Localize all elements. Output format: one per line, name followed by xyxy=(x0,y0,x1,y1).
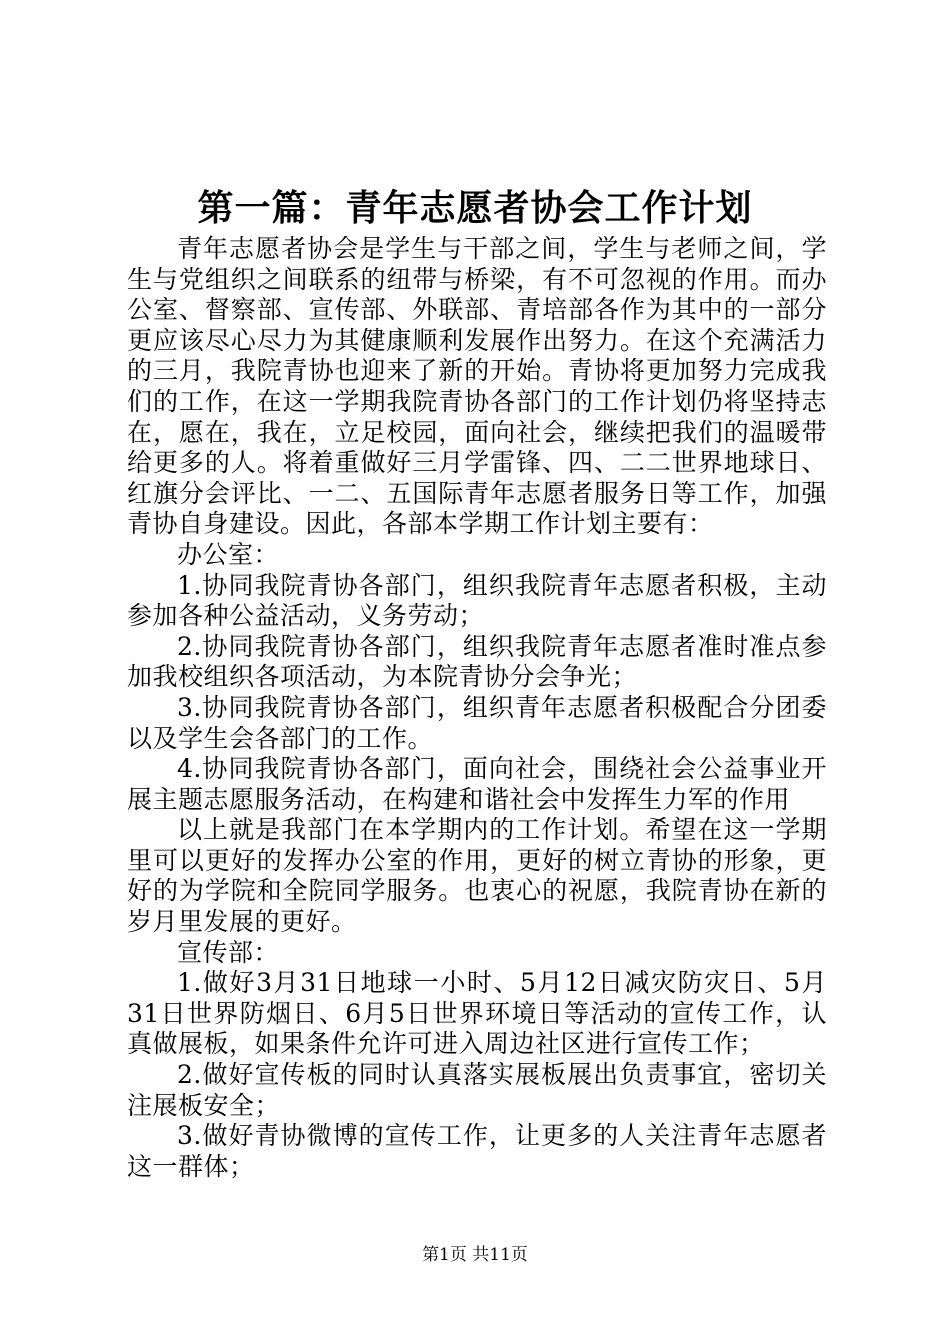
document-title: 第一篇：青年志愿者协会工作计划 xyxy=(197,187,753,229)
office-item-3: 3.协同我院青协各部门，组织青年志愿者积极配合分团委以及学生会各部门的工作。 xyxy=(127,692,827,753)
publicity-item-2: 2.做好宣传板的同时认真落实展板展出负责事宜，密切关注展板安全； xyxy=(127,1060,827,1120)
office-item-4: 4.协同我院青协各部门，面向社会，围绕社会公益事业开展主题志愿服务活动，在构建和谐社会中发挥生力军的作用 xyxy=(127,754,827,814)
document-body xyxy=(127,234,827,1182)
page-footer: 第1页 共11页 xyxy=(422,1245,528,1265)
section-heading-publicity: 宣传部： xyxy=(177,937,280,967)
publicity-item-1: 1.做好3月31日地球一小时、5月12日减灾防灾日、5月31日世界防烟日、6月5日世界环境日等活动的宣传工作，认真做展板，如果条件允许可进入周边社区进行宣传工作； xyxy=(127,968,827,1059)
intro-paragraph: 青年志愿者协会是学生与干部之间，学生与老师之间，学生与党组织之间联系的纽带与桥梁，有不可忽视的作用。而办公室、督察部、宣传部、外联部、青培部各作为其中的一部分更应该尽心尽力为其健康顺利发展作出努力。在这个充满活力的三月，我院青协也迎来了新的开始。青协将更加努力完成我们的工作，在这一学期我院青协各部门的工作计划仍将坚持志在，愿在，我在，立足校园，面向社会，继续把我们的温暖带给更多的人。将着重做好三月学雷锋、四、二二世界地球日、红旗分会评比、一二、五国际青年志愿者服务日等工作，加强青协自身建设。因此，各部本学期工作计划主要有： xyxy=(127,234,827,539)
office-summary-paragraph: 以上就是我部门在本学期内的工作计划。希望在这一学期里可以更好的发挥办公室的作用，更好的树立青协的形象，更好的为学院和全院同学服务。也衷心的祝愿，我院青协在新的岁月里发展的更好。 xyxy=(127,815,827,937)
office-item-2: 2.协同我院青协各部门，组织我院青年志愿者准时准点参加我校组织各项活动，为本院青协分会争光； xyxy=(127,631,827,692)
office-item-1: 1.协同我院青协各部门，组织我院青年志愿者积极，主动参加各种公益活动，义务劳动； xyxy=(127,570,827,631)
section-heading-office: 办公室： xyxy=(177,539,280,569)
publicity-item-3: 3.做好青协微博的宣传工作，让更多的人关注青年志愿者这一群体； xyxy=(127,1121,827,1181)
